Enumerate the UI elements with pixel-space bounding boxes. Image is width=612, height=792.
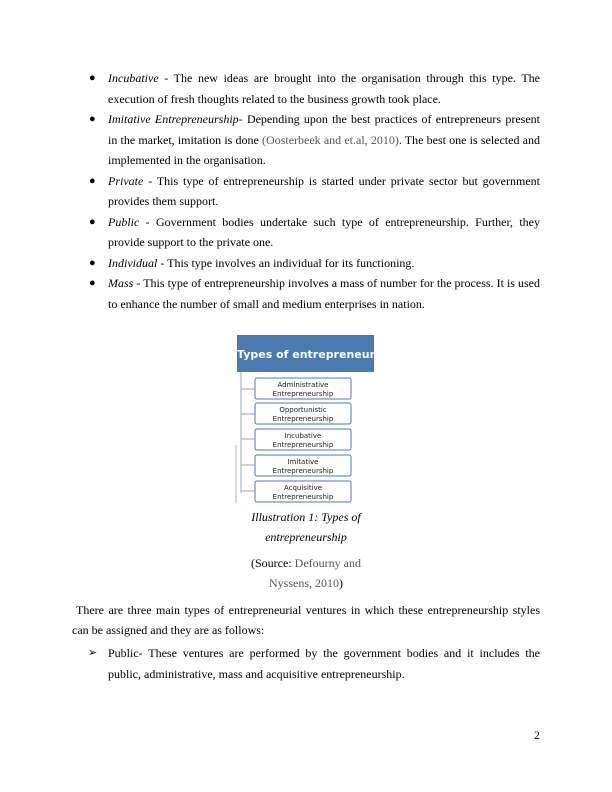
list-item-term: Individual — [108, 255, 158, 270]
list-item-term: Incubative — [108, 71, 159, 85]
source-close: ) — [339, 575, 343, 590]
diagram-box-line2: Entrepreneurship — [272, 390, 334, 398]
diagram-box — [241, 429, 351, 450]
list-item-text: - Depending upon the best practices of entrepreneurs present in the market, imitation is done — [108, 112, 540, 147]
diagram-box — [241, 455, 351, 476]
caption-line: Illustration 1: Types of — [251, 510, 361, 524]
bullet-icon: ● — [89, 113, 96, 125]
list-item-term: Mass — [108, 276, 134, 290]
diagram-header-text: Types of entrepreneurship — [237, 348, 402, 361]
list-item — [89, 68, 540, 109]
list-item-term: Public — [108, 214, 140, 229]
list-item-text: - This type involves an individual for its functioning. — [157, 255, 415, 270]
diagram-box-line2: Entrepreneurship — [272, 415, 334, 423]
list-item-term: Imitative Entrepreneurship — [108, 112, 239, 126]
source-authors: Defourny and — [294, 556, 361, 570]
diagram-box-line1: Acquisitive — [283, 484, 323, 492]
list-item — [89, 212, 540, 253]
list-item-text: - This type of entrepreneurship is started under private sector but government provides them support. — [108, 173, 540, 208]
page-number: 2 — [534, 728, 540, 742]
list-item — [89, 253, 540, 274]
diagram-box-line1: Opportunistic — [279, 406, 327, 414]
list-item-text: - The new ideas are brought into the organisation through this type. The execution of fresh thoughts related to the business growth took place. — [108, 71, 540, 106]
figure-caption — [236, 508, 376, 547]
list-item-text: - Government bodies undertake such type of entrepreneurship. Further, they provide support to the private one. — [108, 214, 540, 249]
list-item-term: Private — [108, 173, 144, 188]
bullet-icon: ● — [89, 215, 96, 228]
source-prefix: (Source: — [251, 556, 295, 570]
diagram-box-line2: Entrepreneurship — [272, 441, 334, 449]
bullet-icon: ● — [89, 72, 96, 84]
paragraph-text: There are three main types of entrepreneurial ventures in which these entrepreneurship styles can be assigned and they are as follows: — [72, 603, 540, 637]
list-item — [89, 273, 540, 314]
figure-source — [236, 554, 376, 593]
body-paragraph — [72, 600, 540, 640]
diagram-box-line1: Administrative — [277, 381, 329, 389]
diagram-box-line1: Incubative — [284, 432, 322, 440]
diagram-box — [241, 403, 351, 424]
arrow-bullet-icon: ➢ — [88, 646, 98, 659]
bullet-icon: ● — [89, 174, 96, 187]
caption-line: entrepreneurship — [265, 529, 347, 544]
bullet-icon: ● — [89, 256, 96, 269]
diagram-box-line2: Entrepreneurship — [272, 467, 334, 475]
diagram-box — [241, 378, 351, 399]
list-item-text-after: . The best one is selected and implemented in the organisation. — [108, 132, 540, 167]
list-item — [89, 171, 540, 212]
types-of-entrepreneurship-diagram — [235, 335, 402, 505]
source-authors-cont: Nyssens, 2010 — [268, 575, 339, 590]
diagram-box-line2: Entrepreneurship — [272, 493, 334, 501]
entrepreneurship-types-list — [89, 68, 540, 314]
bullet-icon: ● — [89, 277, 96, 289]
list-item — [88, 643, 540, 684]
diagram-box — [241, 481, 351, 502]
citation: (Oosterbeek and et.al, 2010) — [262, 132, 399, 147]
diagram-box-line1: Imitative — [287, 458, 319, 466]
list-item — [89, 109, 540, 171]
venture-types-list — [88, 643, 540, 684]
list-item-text: - This type of entrepreneurship involves a mass of number for the process. It is used to enhance the number of small and medium enterprises in nation. — [108, 276, 540, 311]
list-item-text: Public- These ventures are performed by the government bodies and it includes the public, administrative, mass and acquisitive entrepreneurship. — [108, 646, 540, 681]
